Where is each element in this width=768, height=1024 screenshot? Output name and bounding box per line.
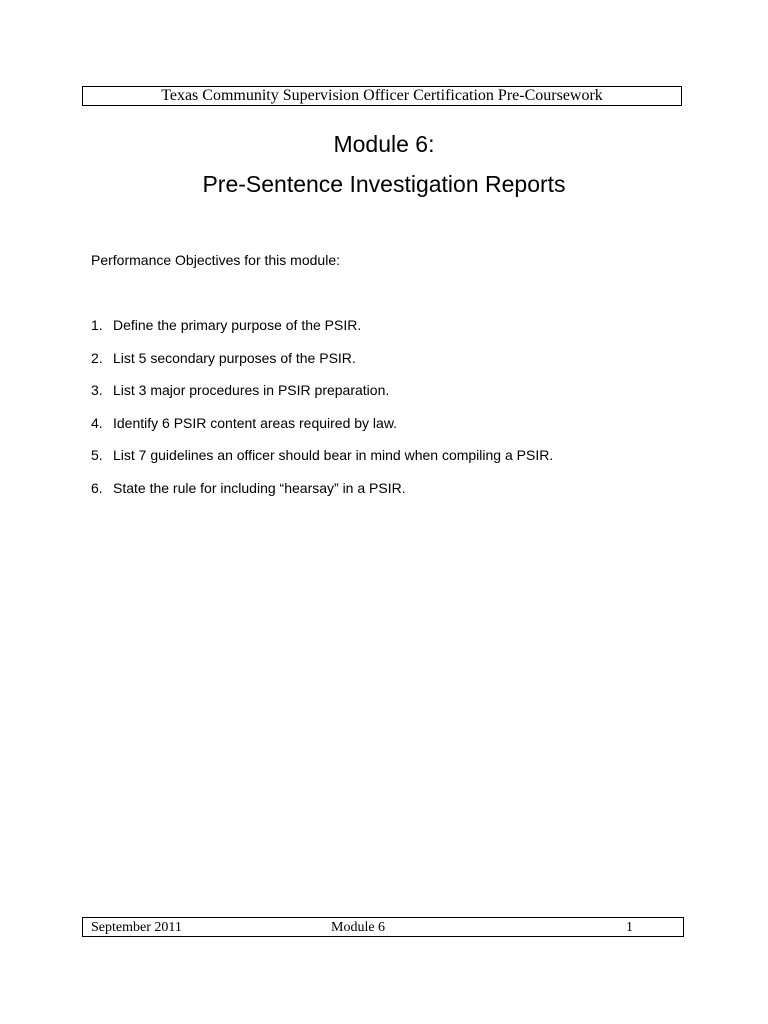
objectives-intro: Performance Objectives for this module:	[91, 252, 340, 268]
objective-number: 1.	[91, 317, 103, 333]
objective-number: 3.	[91, 382, 103, 399]
objective-number: 4.	[91, 414, 103, 431]
objective-text: Identify 6 PSIR content areas required by law.	[113, 414, 398, 431]
objective-number: 5.	[91, 447, 103, 464]
objective-text: List 7 guidelines an officer should bear in mind when compiling a PSIR.	[113, 447, 554, 464]
objective-text: List 3 major procedures in PSIR preparation.	[113, 382, 390, 399]
objective-item	[91, 318, 553, 351]
module-title: Module 6:	[333, 131, 435, 157]
objective-text: List 5 secondary purposes of the PSIR.	[113, 349, 356, 366]
objective-item	[91, 448, 553, 481]
objective-text: State the rule for including “hearsay” in a PSIR.	[113, 479, 406, 496]
header-text: Texas Community Supervision Officer Certification Pre-Coursework	[161, 87, 603, 104]
objective-text: Define the primary purpose of the PSIR.	[113, 317, 362, 333]
page-number: 1	[626, 920, 633, 935]
objective-item	[91, 416, 553, 449]
objective-item	[91, 383, 553, 416]
objectives-list	[91, 318, 553, 514]
objective-number: 6.	[91, 479, 103, 496]
objective-item	[91, 481, 553, 514]
running-footer	[82, 917, 684, 937]
objective-item	[91, 351, 553, 384]
running-header	[82, 86, 682, 106]
module-subtitle: Pre-Sentence Investigation Reports	[202, 171, 566, 197]
footer-module: Module 6	[331, 920, 386, 935]
footer-date: September 2011	[91, 920, 182, 935]
objective-number: 2.	[91, 349, 103, 366]
